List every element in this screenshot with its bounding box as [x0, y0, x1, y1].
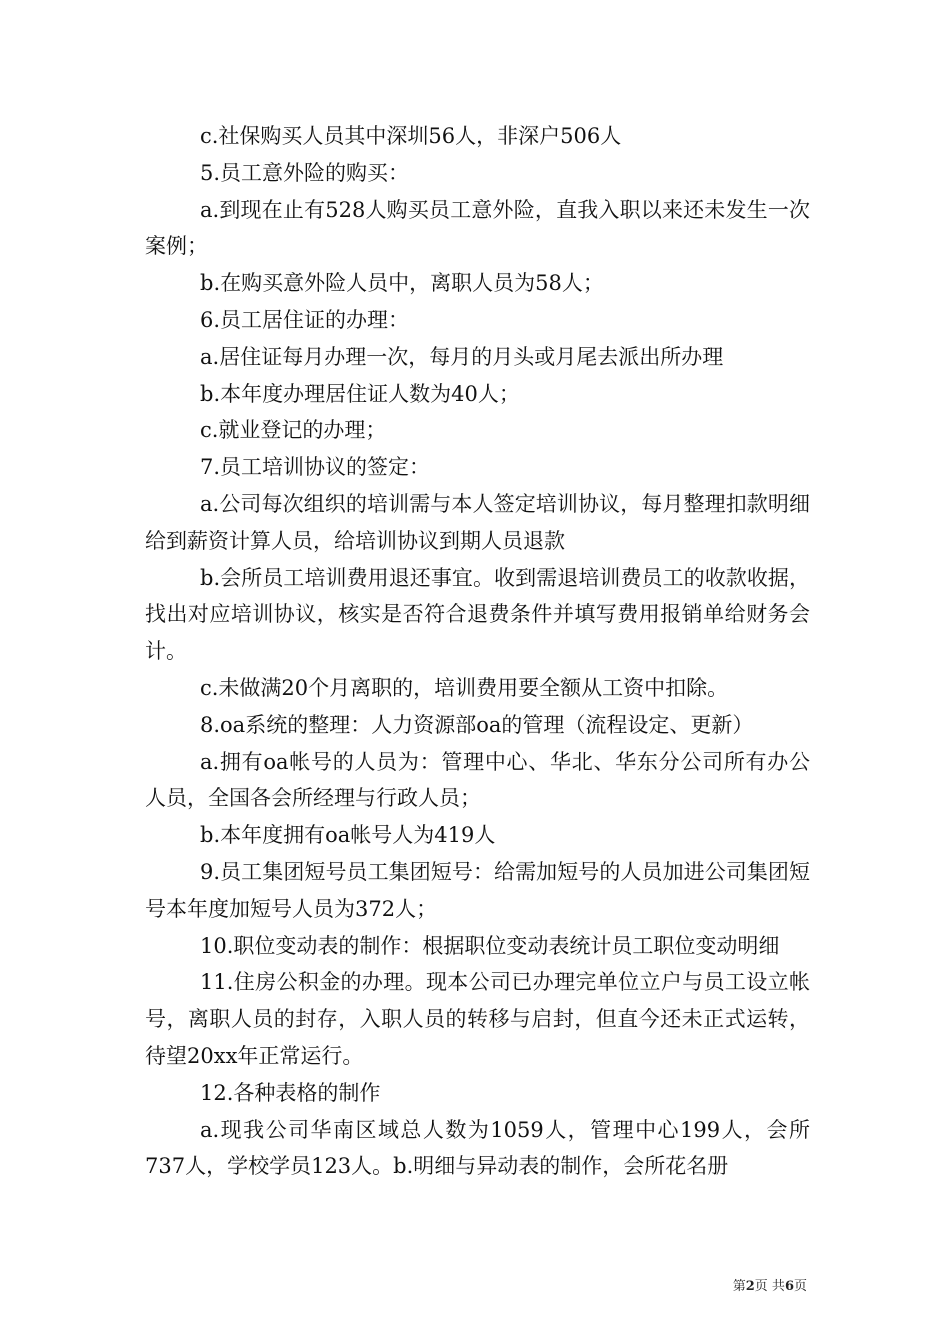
- paragraph: 7.员工培训协议的签定：: [200, 455, 431, 480]
- footer-prefix: 第: [732, 1279, 746, 1294]
- paragraph: c.就业登记的办理；: [200, 418, 387, 443]
- paragraph: b.本年度拥有oa帐号人为419人: [200, 823, 496, 848]
- paragraph: a.现我公司华南区域总人数为1059人，管理中心199人，会所737人，学校学员123人。b.明细与异动表的制作，会所花名册: [145, 1117, 810, 1179]
- paragraph: 11.住房公积金的办理。现本公司已办理完单位立户与员工设立帐号，离职人员的封存，入职人员的转移与启封，但直今还未正式运转，待望20xx年正常运行。: [145, 970, 810, 1068]
- paragraph: a.公司每次组织的培训需与本人签定培训协议，每月整理扣款明细给到薪资计算人员，给培训协议到期人员退款: [145, 491, 810, 553]
- paragraph: 6.员工居住证的办理：: [200, 307, 410, 332]
- paragraph: 9.员工集团短号员工集团短号：给需加短号的人员加进公司集团短号本年度加短号人员为372人；: [145, 859, 810, 921]
- paragraph: a.到现在止有528人购买员工意外险，直我入职以来还未发生一次案例；: [145, 197, 810, 259]
- paragraph: 10.职位变动表的制作：根据职位变动表统计员工职位变动明细: [200, 933, 780, 958]
- paragraph: a.居住证每月办理一次，每月的月头或月尾去派出所办理: [200, 344, 724, 369]
- current-page-number: 2: [745, 1279, 755, 1294]
- page-number-footer: [733, 1275, 807, 1294]
- footer-middle: 页 共: [754, 1279, 785, 1294]
- paragraph: c.社保购买人员其中深圳56人，非深户506人: [200, 124, 622, 148]
- paragraph: 5.员工意外险的购买：: [200, 160, 410, 185]
- paragraph: 8.oa系统的整理：人力资源部oa的管理（流程设定、更新）: [200, 712, 754, 737]
- paragraph: 12.各种表格的制作: [200, 1080, 381, 1105]
- footer-suffix: 页: [793, 1279, 807, 1294]
- paragraph: c.未做满20个月离职的，培训费用要全额从工资中扣除。: [200, 675, 729, 700]
- total-pages-number: 6: [784, 1279, 794, 1294]
- paragraph: b.本年度办理居住证人数为40人；: [200, 381, 520, 406]
- paragraph: a.拥有oa帐号的人员为：管理中心、华北、华东分公司所有办公人员，全国各会所经理与行政人员；: [145, 749, 810, 811]
- body-text: [145, 118, 810, 1185]
- paragraph: b.会所员工培训费用退还事宜。收到需退培训费员工的收款收据，找出对应培训协议，核实是否符合退费条件并填写费用报销单给财务会计。: [145, 565, 810, 664]
- paragraph: b.在购买意外险人员中，离职人员为58人；: [200, 271, 604, 296]
